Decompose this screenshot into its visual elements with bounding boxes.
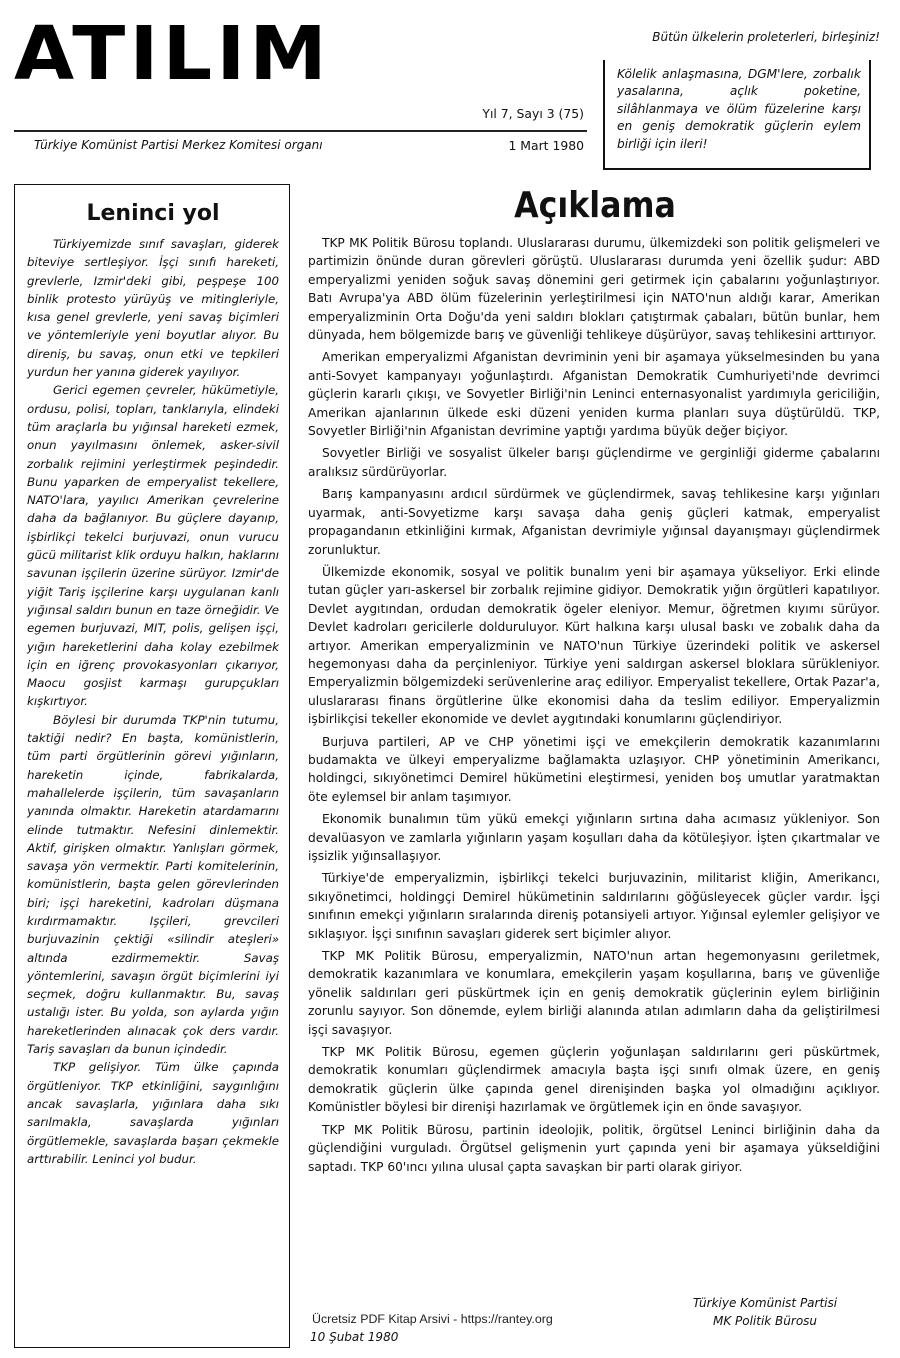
- signature: [640, 1294, 890, 1330]
- main-paragraph: Ülkemizde ekonomik, sosyal ve politik bunalım yeni bir aşamaya yükseliyor. Erki elinde tutan güçler yarı-askersel bir zorbalık rejimine gidiyor. Demokratik yığın örgütleri kapatılıyor. Devlet aygıtından, ordudan demokratik ögeler eleniyor. Memur, öğretmen kıyımı sürüyor. Devlet kadroları gericilerle dolduruluyor. Kürt halkına karşı ulusal baskı ve zobalık daha da artıyor. Amerikan emperyalizminin ve NATO'nun Türkiye üzerindeki politik ve askersel hegemonyası daha da perçinleniyor. Türkiye yeni saldırgan askersel bloklara sürükleniyor. Emperyalizmin bölgemizdeki serüvenlerine araç ediliyor. Emperyalist tekellere, Ortak Pazar'a, uluslararası finans örgütlerine ülke ekonomisi daha da teslim ediliyor. Emperyalizmin işbirlikçisi tekeller ekonomide ve devlet aygıtındaki konumlarını güçlendiriyor.: [308, 564, 880, 727]
- slogan: Bütün ülkelerin proleterleri, birleşiniz!: [652, 30, 880, 44]
- sidebar-paragraph: Gerici egemen çevreler, hükümetiyle, ordusu, polisi, topları, tanklarıyla, elindeki tüm araçlarla bu yığınsal hareketi ezmek, onun yayılmasını önlemek, asker-sivil zorbalık rejimini yerleştirmek peşindedir. Bunu yaparken de emperyalist tekellere, NATO'lara, yayılıcı Amerikan çevrelerine daha da bağlanıyor. Bu güçlere dayanıp, işbirlikçi tekelci burjuvazi, onun vurucu gücü militarist klik orduyu halkın, haklarını savunan işçilerin üzerine sürüyor. Izmir'de yiğit Tariş işçilerine karşı uygulanan kanlı yığınsal saldırı bunun en taze örneğidir. Ve egemen burjuvazi, MIT, polis, gelişen işçi, yığın hareketlerini daha kolay ezebilmek için en iğrenç provokasyonları çıkarıyor, Maocu gosjist karmaşı gurupçukları kışkırtıyor.: [27, 383, 279, 709]
- masthead-title: ATILIM: [14, 11, 331, 97]
- slogan-box-text: Kölelik anlaşmasına, DGM'lere, zorbalık yasalarına, açlık poketine, silâhlanmaya ve ölüm füzelerine karşı en geniş demokratik güçlerin eylem birliği için ileri!: [617, 67, 861, 151]
- main-paragraph: Türkiye'de emperyalizmin, işbirlikçi tekelci burjuvazinin, militarist kliğin, Amerikancı, sıkıyönetimci, holdingçi Demirel hükümetinin saldırılarını göğüsleyecek güçler vardır. İşçi sınıfının emekçi yığınların sıralarında direniş potansiyeli artıyor. Yığınsal eylemler gelişiyor ve sıklaşıyor. İşçi sınıfının savaşları giderek sert biçimler alıyor.: [308, 871, 880, 941]
- main-paragraph: Amerikan emperyalizmi Afganistan devriminin yeni bir aşamaya yükselmesinden bu yana anti-Sovyet kampanyayı yoğunlaştırdı. Afganistan Demokratik Cumhuriyeti'nde devrimci güçlerin kararlı çıkışı, ve Sovyetler Birliği'nin Leninci enternasyonalist yardımıyla gericiliğin, Amerikan ajanlarının ülkede eski düzeni yeniden kurma planları suya düştürüldü. TKP, Sovyetler Birliği'nin Afganistan devrimine yaptığı yardıma büyük değer biçiyor.: [308, 350, 880, 439]
- sidebar-title: Leninci yol: [86, 201, 220, 226]
- sidebar-paragraph: Türkiyemizde sınıf savaşları, giderek biteviye sertleşiyor. İşçi sınıfı hareketi, grevlerle, Izmir'deki gibi, peşpeşe 100 binlik protesto yürüyüş ve mitingleriyle, kısa genel grevlerle, yeni savaş biçimleri ve yöntemleriyle yeni boyutlar alıyor. Bu direniş, bu savaş, onun etki ve tepkileri yurdun her yanına giderek yayılıyor.: [27, 237, 279, 380]
- signature-line: Türkiye Komünist Partisi: [692, 1296, 838, 1310]
- signature-line: MK Politik Bürosu: [712, 1314, 818, 1328]
- slogan-box: [603, 60, 871, 170]
- sidebar-paragraph: TKP gelişiyor. Tüm ülke çapında örgütleniyor. TKP etkinliğini, saygınlığını ancak savaşlarla, yığınlara daha sıkı sarılmakla, savaşlarda yığınları örgütlemekle, savaşlarda başarı çekmekle arttırabilir. Leninci yol budur.: [27, 1060, 279, 1166]
- issue-date: 1 Mart 1980: [508, 138, 584, 153]
- main-paragraph: Burjuva partileri, AP ve CHP yönetimi işçi ve emekçilerin demokratik kazanımlarını budamakta ve ülkeyi emperyalizme bağlamakta uzlaşıyor. CHP yönetiminin Amerikancı, holdingci, sıkıyönetimci Demirel hükümetini eleştirmesi, yeniden boş umutlar yaratmaktan öte eylemsel bir anlam taşımıyor.: [308, 734, 880, 804]
- main-paragraph: TKP MK Politik Bürosu toplandı. Uluslararası durumu, ülkemizdeki son politik gelişmeleri ve partimizin önünde duran görevleri görüştü. Uluslararası durumda yeni özellik şudur: ABD emperyalizmi yeniden soğuk savaş dönemini geri getirmek için çabalarını yoğunlaştırıyor. Batı Avrupa'ya ABD ölüm füzelerinin yerleştirilmesi için NATO'nun aldığı karar, Amerikan emperyalizminin Orta Doğu'da yeni saldırı blokları çatıştırmak çabaları, bütün bunlar, hem dünyada, hem bölgemizde barış ve güvenliği tehlikeye düşürüyor, savaş tehlikesini arttırıyor.: [308, 236, 880, 343]
- signature-date: 10 Şubat 1980: [310, 1330, 399, 1344]
- masthead-divider: [14, 130, 587, 132]
- issue-number: Yıl 7, Sayı 3 (75): [482, 106, 584, 121]
- organ-line: Türkiye Komünist Partisi Merkez Komitesi organı: [34, 138, 323, 152]
- main-paragraph: TKP MK Politik Bürosu, egemen güçlerin yoğunlaşan saldırılarını geri püskürtmek, demokratik konumları güçlendirmek amacıyla başta işçi sınıfı olmak üzere, en geniş demokratik güçlerin ülke çapında genel direnişinden başka yol olmadığını açıklıyor. Komünistler böylesi bir direnişi hazırlamak ve örgütlemek için en önde savaşıyor.: [308, 1045, 880, 1115]
- sidebar-article: [14, 184, 290, 1348]
- main-paragraph: Sovyetler Birliği ve sosyalist ülkeler barışı güçlendirme ve gerginliği giderme çabalarını aralıksız sürdürüyorlar.: [308, 446, 880, 479]
- sidebar-paragraph: Böylesi bir durumda TKP'nin tutumu, taktiği nedir? En başta, komünistlerin, tüm parti örgütlerinin görevi yığınların, hareketin içinde, fabrikalarda, mahallelerde işçilerin, tüm savaşanların yanında olmaktır. Hareketin atardamarını elinde tutmaktır. Nefesini dinlemektir. Aktif, girişken olmaktır. Yanlışları görmek, savaşa yön vermektir. Parti komitelerinin, komünistlerin, başta gelen görevlerinden biri; işçi hareketini, kadroları düşmana kırdırmamaktır. Işçileri, grevcileri burjuvazinin çektiği «silindir ateşleri» altında ezdirmemektir. Savaş yöntemlerini, savaşın örgüt biçimlerini iyi seçmek, doğru kullanmaktır. Bu, savaş ustalığı ister. Bu yolda, son aylarda yığın hareketlerinden alınacak çok ders vardır. Tariş savaşları da bunun içindedir.: [27, 712, 279, 1057]
- main-title: Açıklama: [514, 185, 676, 226]
- main-paragraph: Barış kampanyasını ardıcıl sürdürmek ve güçlendirmek, savaş tehlikesine karşı yığınları uyarmak, anti-Sovyetizme karşı savaşa daha geniş güçleri katmak, emperyalist propagandanın etkinliğini kırmak, Afganistan devrimiyle yığınsal dayanışmayı güçlendirmek zorunluktur.: [308, 487, 880, 557]
- archive-watermark: Ücretsiz PDF Kitap Arsivi - https://rantey.org: [312, 1312, 553, 1326]
- main-article: [308, 234, 880, 1180]
- main-paragraph: TKP MK Politik Bürosu, partinin ideolojik, politik, örgütsel Leninci birliğinin daha da güçlendiğini vurguladı. Örgütsel gelişmenin yurt çapında yeni bir aşamaya yükseldiğini saptadı. TKP 60'ıncı yılına ulusal çapta savaşkan bir parti olarak giriyor.: [308, 1122, 880, 1174]
- main-paragraph: TKP MK Politik Bürosu, emperyalizmin, NATO'nun artan hegemonyasını geriletmek, demokratik kazanımlara ve konumlara, emekçilerin yaşam koşullarına, barış ve güvenliğe yönelik saldırıları geri püskürtmek için en geniş demokratik güçlerinin eylem birliğinin zorunlu sayıyor. Son dönemde, eylem birliği alanında atılan adımların daha da geliştirilmesi işçi savaşıyor.: [308, 949, 880, 1037]
- main-paragraph: Ekonomik bunalımın tüm yükü emekçi yığınların sırtına daha acımasız yükleniyor. Son devalüasyon ve zamlarla yığınların yaşam koşulları daha da kötüleşiyor. İşten çıkartmalar ve işsizlik yığınsallaşıyor.: [308, 812, 880, 863]
